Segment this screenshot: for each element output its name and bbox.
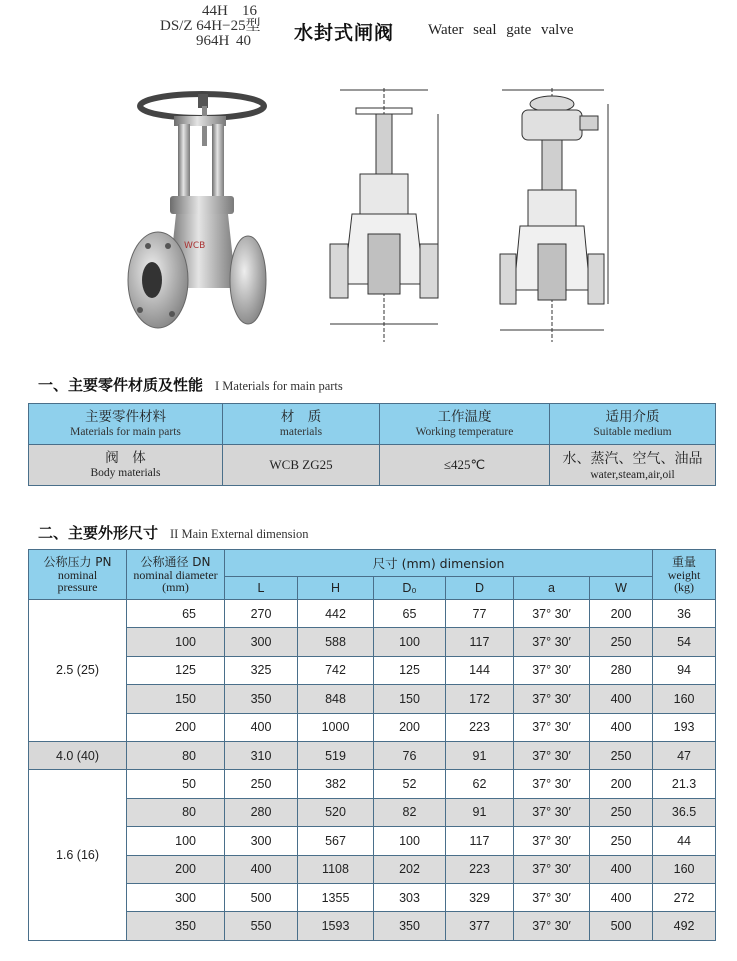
a-cell: 37° 30′ <box>514 883 590 911</box>
H-cell: 742 <box>298 656 374 684</box>
dn-cell: 200 <box>127 713 225 741</box>
header-cell <box>29 404 223 445</box>
L-cell: 310 <box>225 741 298 769</box>
weight-cell: 94 <box>653 656 716 684</box>
a-cell: 37° 30′ <box>514 656 590 684</box>
L-cell: 400 <box>225 713 298 741</box>
section-heading-materials <box>38 374 343 395</box>
H-cell: 382 <box>298 770 374 798</box>
weight-cell: 47 <box>653 741 716 769</box>
L-cell: 270 <box>225 600 298 628</box>
header-en: Materials for main parts <box>70 426 181 438</box>
table-row <box>29 656 716 684</box>
pn-header-cn: 公称压力 PN <box>43 555 112 569</box>
model-code: 964H <box>196 33 230 49</box>
model-line-1 <box>160 4 300 19</box>
L-cell: 250 <box>225 770 298 798</box>
part-en: Body materials <box>90 467 161 479</box>
W-cell: 200 <box>590 600 653 628</box>
dimension-header: 尺寸 (mm) dimension <box>225 550 653 577</box>
dn-cell: 100 <box>127 628 225 656</box>
table-row <box>29 855 716 883</box>
D-cell: 172 <box>446 685 514 713</box>
weight-header-en: weight <box>667 568 701 582</box>
L-cell: 550 <box>225 912 298 940</box>
heading-cn: 一、主要零件材质及性能 <box>38 376 204 394</box>
table-row <box>29 912 716 940</box>
dn-cell: 150 <box>127 685 225 713</box>
table-row <box>29 827 716 855</box>
H-cell: 519 <box>298 741 374 769</box>
table-row <box>29 770 716 798</box>
W-cell: 250 <box>590 827 653 855</box>
dn-header-unit: (mm) <box>162 580 189 594</box>
a-cell: 37° 30′ <box>514 827 590 855</box>
D0-cell: 82 <box>374 798 446 826</box>
dn-header-cn: 公称通径 DN <box>140 555 211 569</box>
medium-cell <box>550 445 716 486</box>
a-cell: 37° 30′ <box>514 741 590 769</box>
section-heading-dimensions <box>38 522 309 543</box>
D0-cell: 52 <box>374 770 446 798</box>
dn-cell: 350 <box>127 912 225 940</box>
valve-section-drawing <box>326 84 446 346</box>
part-cell <box>29 445 223 486</box>
model-line-3 <box>160 34 300 49</box>
col-a: a <box>514 577 590 600</box>
model-pressure: 40 <box>236 33 251 49</box>
dn-cell: 200 <box>127 855 225 883</box>
pressure-cell: 1.6 (16) <box>29 770 127 940</box>
H-cell: 1593 <box>298 912 374 940</box>
a-cell: 37° 30′ <box>514 685 590 713</box>
header-en: Working temperature <box>415 426 514 438</box>
table-header-row <box>29 404 716 445</box>
D0-cell: 350 <box>374 912 446 940</box>
L-cell: 400 <box>225 855 298 883</box>
W-cell: 400 <box>590 685 653 713</box>
weight-cell: 272 <box>653 883 716 911</box>
dn-cell: 50 <box>127 770 225 798</box>
table-row <box>29 600 716 628</box>
materials-table <box>28 403 716 486</box>
table-row <box>29 741 716 769</box>
table-row <box>29 713 716 741</box>
weight-cell: 36 <box>653 600 716 628</box>
D0-cell: 125 <box>374 656 446 684</box>
table-row <box>29 445 716 486</box>
model-code: 64H <box>196 18 223 34</box>
L-cell: 280 <box>225 798 298 826</box>
D-cell: 91 <box>446 798 514 826</box>
D0-cell: 76 <box>374 741 446 769</box>
a-cell: 37° 30′ <box>514 600 590 628</box>
dn-header-en: nominal diameter <box>133 568 218 582</box>
D-cell: 377 <box>446 912 514 940</box>
W-cell: 250 <box>590 798 653 826</box>
dn-header <box>127 550 225 600</box>
weight-header-unit: (kg) <box>674 580 695 594</box>
D0-cell: 65 <box>374 600 446 628</box>
valve-electric-drawing <box>494 84 614 346</box>
header-cell <box>550 404 716 445</box>
H-cell: 848 <box>298 685 374 713</box>
model-line-2 <box>160 19 300 34</box>
D-cell: 117 <box>446 827 514 855</box>
part-cn: 阀 体 <box>105 450 146 466</box>
page-title-cn: 水封式闸阀 <box>294 22 395 44</box>
W-cell: 500 <box>590 912 653 940</box>
a-cell: 37° 30′ <box>514 713 590 741</box>
D-cell: 223 <box>446 713 514 741</box>
D-cell: 77 <box>446 600 514 628</box>
table-row <box>29 798 716 826</box>
medium-cn: 水、蒸汽、空气、油品 <box>562 451 703 467</box>
model-pressure: 16 <box>242 3 257 19</box>
D-cell: 329 <box>446 883 514 911</box>
header-cn: 工作温度 <box>437 409 492 425</box>
W-cell: 400 <box>590 713 653 741</box>
a-cell: 37° 30′ <box>514 855 590 883</box>
a-cell: 37° 30′ <box>514 798 590 826</box>
W-cell: 400 <box>590 855 653 883</box>
dn-cell: 80 <box>127 741 225 769</box>
heading-cn: 二、主要外形尺寸 <box>38 524 159 542</box>
D-cell: 144 <box>446 656 514 684</box>
dn-cell: 80 <box>127 798 225 826</box>
L-cell: 300 <box>225 827 298 855</box>
pn-header-en: nominal <box>57 568 98 582</box>
H-cell: 567 <box>298 827 374 855</box>
H-cell: 520 <box>298 798 374 826</box>
pressure-cell: 2.5 (25) <box>29 600 127 742</box>
header-cell <box>223 404 380 445</box>
table-row <box>29 883 716 911</box>
col-D: D <box>446 577 514 600</box>
heading-en: I Materials for main parts <box>215 379 343 393</box>
H-cell: 1000 <box>298 713 374 741</box>
page-title-en: Water seal gate valve <box>428 22 574 38</box>
header-cn: 主要零件材料 <box>85 409 166 425</box>
material-cell: WCB ZG25 <box>223 445 380 486</box>
a-cell: 37° 30′ <box>514 770 590 798</box>
D0-cell: 200 <box>374 713 446 741</box>
table-row <box>29 685 716 713</box>
weight-cell: 44 <box>653 827 716 855</box>
table-row <box>29 628 716 656</box>
header-cn: 材 质 <box>280 409 322 425</box>
D-cell: 117 <box>446 628 514 656</box>
weight-header-cn: 重量 <box>672 555 697 569</box>
pn-header <box>29 550 127 600</box>
table-header-row <box>29 550 716 577</box>
weight-header <box>653 550 716 600</box>
pressure-cell: 4.0 (40) <box>29 741 127 769</box>
D-cell: 91 <box>446 741 514 769</box>
model-pressure: −25型 <box>222 18 261 34</box>
L-cell: 325 <box>225 656 298 684</box>
D-cell: 62 <box>446 770 514 798</box>
D0-cell: 150 <box>374 685 446 713</box>
col-L: L <box>225 577 298 600</box>
weight-cell: 160 <box>653 855 716 883</box>
model-codes <box>160 4 300 49</box>
D0-cell: 303 <box>374 883 446 911</box>
col-D0: D₀ <box>374 577 446 600</box>
D0-cell: 202 <box>374 855 446 883</box>
a-cell: 37° 30′ <box>514 912 590 940</box>
L-cell: 300 <box>225 628 298 656</box>
header-cn: 适用介质 <box>605 409 660 425</box>
dimension-table <box>28 549 716 941</box>
weight-cell: 54 <box>653 628 716 656</box>
col-H: H <box>298 577 374 600</box>
temperature-cell: ≤425℃ <box>380 445 550 486</box>
dn-cell: 125 <box>127 656 225 684</box>
model-prefix: DS/Z <box>160 18 193 34</box>
D-cell: 223 <box>446 855 514 883</box>
medium-en: water,steam,air,oil <box>590 469 675 481</box>
weight-cell: 193 <box>653 713 716 741</box>
header-cell <box>380 404 550 445</box>
W-cell: 400 <box>590 883 653 911</box>
D0-cell: 100 <box>374 628 446 656</box>
dn-cell: 300 <box>127 883 225 911</box>
col-W: W <box>590 577 653 600</box>
W-cell: 250 <box>590 741 653 769</box>
dn-cell: 100 <box>127 827 225 855</box>
W-cell: 250 <box>590 628 653 656</box>
W-cell: 280 <box>590 656 653 684</box>
valve-photo <box>122 88 272 348</box>
H-cell: 442 <box>298 600 374 628</box>
weight-cell: 160 <box>653 685 716 713</box>
pn-header-en: pressure <box>57 580 98 594</box>
H-cell: 1108 <box>298 855 374 883</box>
H-cell: 588 <box>298 628 374 656</box>
heading-en: II Main External dimension <box>170 527 309 541</box>
D0-cell: 100 <box>374 827 446 855</box>
weight-cell: 492 <box>653 912 716 940</box>
W-cell: 200 <box>590 770 653 798</box>
weight-cell: 36.5 <box>653 798 716 826</box>
a-cell: 37° 30′ <box>514 628 590 656</box>
L-cell: 350 <box>225 685 298 713</box>
svg-text:WCB: WCB <box>184 241 206 251</box>
header-en: Suitable medium <box>593 426 672 438</box>
model-code: 44H <box>202 3 228 19</box>
H-cell: 1355 <box>298 883 374 911</box>
header-en: materials <box>279 426 323 438</box>
L-cell: 500 <box>225 883 298 911</box>
dn-cell: 65 <box>127 600 225 628</box>
weight-cell: 21.3 <box>653 770 716 798</box>
